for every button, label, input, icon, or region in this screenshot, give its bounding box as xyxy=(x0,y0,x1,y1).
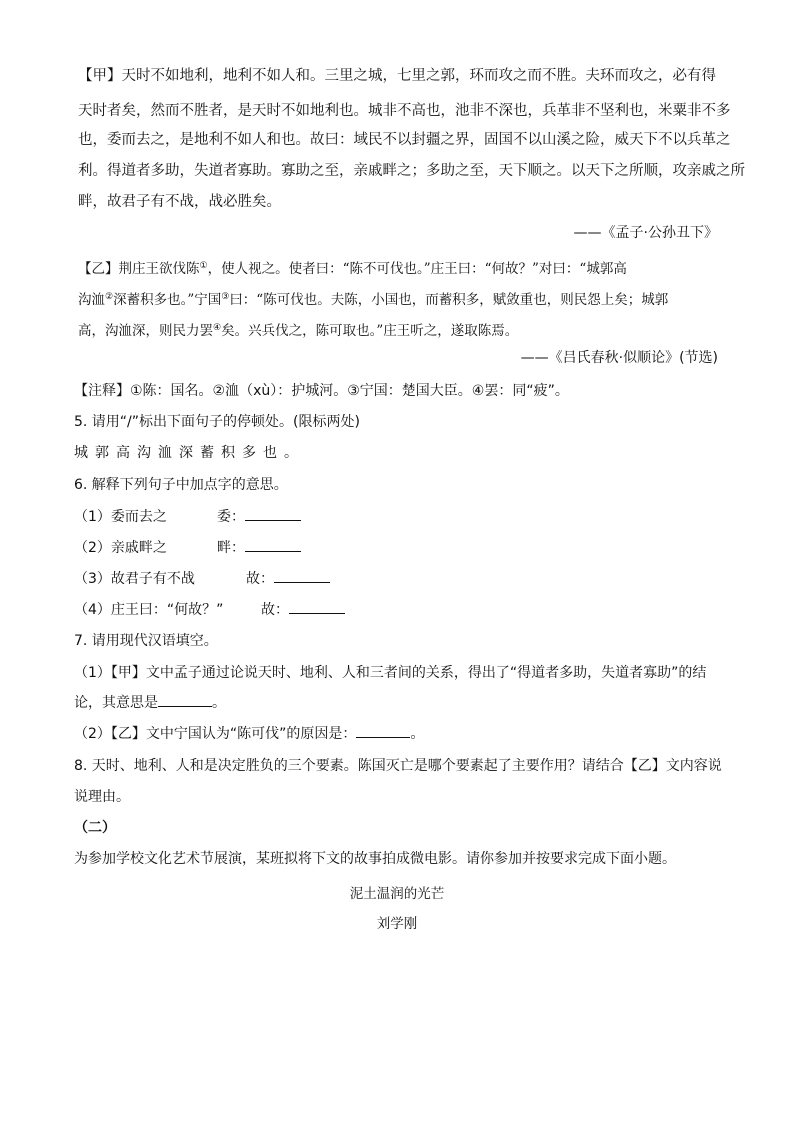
question-6-item-4-answer xyxy=(261,599,345,619)
answer-blank[interactable] xyxy=(245,537,301,552)
question-6-item-1-answer xyxy=(217,506,301,526)
footnote-marker-2: ② xyxy=(105,292,114,302)
passage-yi-text: 矣。兴兵伐之，陈可取也。”庄王听之，遂取陈焉。 xyxy=(221,323,519,339)
question-6-item-sentence: （1）委而去之 xyxy=(74,509,167,525)
question-6-item-word: 故： xyxy=(246,571,274,587)
question-7-item-1-line-2 xyxy=(74,692,226,712)
question-7-punct: 。 xyxy=(410,726,425,742)
question-6-item-word: 畔： xyxy=(217,540,245,556)
answer-blank[interactable] xyxy=(289,599,345,614)
passage-jia-line-4: 利。得道者多助，失道者寡助。寡助之至，亲戚畔之；多助之至，天下顺之。以天下之所顺，攻亲戚之所 xyxy=(78,163,745,179)
passage-yi-text: 高，沟洫深，则民力罢 xyxy=(78,323,213,339)
question-6-item-1 xyxy=(74,506,167,526)
passage-yi-line-3 xyxy=(78,318,718,341)
question-7-text: （2）【乙】文中宁国认为“陈可伐”的原因是： xyxy=(74,726,357,742)
notes: 【注释】①陈：国名。②洫（xù）：护城河。③宁国：楚国大臣。④罢：同“疲”。 xyxy=(74,383,569,399)
question-6-item-word: 故： xyxy=(261,602,289,618)
question-7-item-1-line-1: （1）【甲】文中孟子通过论说天时、地利、人和三者间的关系，得出了“得道者多助，失道者寡助”的结 xyxy=(74,665,707,681)
question-8-line-2: 说理由。 xyxy=(74,789,130,805)
question-6-title: 6. 解释下列句子中加点字的意思。 xyxy=(74,477,288,493)
passage-yi-text: 深蓄积多也。”宁国 xyxy=(113,292,222,308)
passage-yi-line-1 xyxy=(78,256,718,279)
question-6-item-3-answer xyxy=(246,568,330,588)
passage-yi-text: 曰：“陈可伐也。夫陈，小国也，而蓄积多，赋敛重也，则民怨上矣；城郭 xyxy=(229,292,669,308)
passage-jia-line-2: 天时者矣，然而不胜者，是天时不如地利也。城非不高也，池非不深也，兵革非不坚利也，米粟非不多 xyxy=(78,103,731,119)
question-6-item-2 xyxy=(74,537,167,557)
passage-jia-line-5: 畔，故君子有不战，战必胜矣。 xyxy=(78,194,281,210)
answer-blank[interactable] xyxy=(245,506,301,521)
answer-blank[interactable] xyxy=(356,723,410,738)
passage-yi-source: ——《吕氏春秋·似顺论》(节选) xyxy=(520,350,718,366)
question-6-item-2-answer xyxy=(217,537,301,557)
story-title: 泥土温润的光芒 xyxy=(349,886,445,902)
section-2-intro: 为参加学校文化艺术节展演，某班拟将下文的故事拍成微电影。请你参加并按要求完成下面小题。 xyxy=(74,851,676,867)
footnote-marker-1: ① xyxy=(199,261,208,271)
passage-yi-line-2 xyxy=(78,287,718,310)
passage-yi-text: ，使人视之。使者曰：“陈不可伐也。”庄王曰：“何故？”对曰：“城郭高 xyxy=(207,261,627,277)
question-7-title: 7. 请用现代汉语填空。 xyxy=(74,633,218,649)
question-5-sentence: 城郭高沟洫深蓄积多也。 xyxy=(74,445,305,461)
question-6-item-word: 委： xyxy=(217,509,245,525)
question-7-punct: 。 xyxy=(212,695,226,711)
question-6-item-sentence: （3）故君子有不战 xyxy=(74,571,195,587)
footnote-marker-4: ④ xyxy=(213,323,222,333)
answer-blank[interactable] xyxy=(158,692,212,707)
passage-jia-line-1: 【甲】天时不如地利，地利不如人和。三里之城，七里之郭，环而攻之而不胜。夫环而攻之，必有得 xyxy=(78,68,716,84)
section-2-label: （二） xyxy=(74,820,116,836)
footnote-marker-3: ③ xyxy=(221,292,230,302)
passage-yi-text: 【乙】荆庄王欲伐陈 xyxy=(78,261,200,277)
question-6-item-3 xyxy=(74,568,195,588)
question-6-item-4 xyxy=(74,599,223,619)
answer-blank[interactable] xyxy=(274,568,330,583)
story-author: 刘学刚 xyxy=(376,916,418,932)
question-6-item-sentence: （4）庄王曰：“何故？” xyxy=(74,602,224,618)
passage-jia-source: ——《孟子·公孙丑下》 xyxy=(573,225,718,241)
passage-jia-line-3: 也，委而去之，是地利不如人和也。故曰：域民不以封疆之界，固国不以山溪之险，威天下不以兵革之 xyxy=(78,132,731,148)
question-5-title: 5. 请用“/”标出下面句子的停顿处。(限标两处) xyxy=(74,414,360,430)
question-7-item-2 xyxy=(74,723,424,743)
passage-yi-text: 沟洫 xyxy=(78,292,105,308)
question-7-text: 论，其意思是 xyxy=(74,695,158,711)
question-6-item-sentence: （2）亲戚畔之 xyxy=(74,540,167,556)
question-8-line-1: 8. 天时、地利、人和是决定胜负的三个要素。陈国灭亡是哪个要素起了主要作用？请结合【乙】文内容说 xyxy=(74,758,722,774)
